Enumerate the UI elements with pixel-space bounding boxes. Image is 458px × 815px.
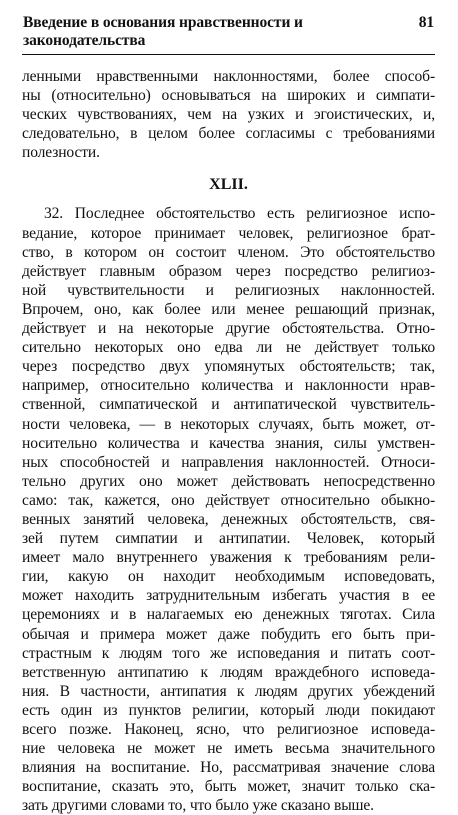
text-line: зей путем симпатии и антипатии. Человек, который bbox=[22, 530, 435, 548]
text-line: всего позже. Наконец, ясно, что религиозное исповеда- bbox=[22, 721, 435, 738]
text-line: ния. В частности, антипатия к людям других убеждений bbox=[22, 682, 435, 700]
text-line: церемониях и в налагаемых ею денежных тяготах. Сила bbox=[22, 606, 435, 624]
text-line: воспитание, сказать это, быть может, значит только ска- bbox=[22, 778, 435, 796]
text-line: может находить затруднительным избегать участия в ее bbox=[22, 587, 435, 605]
text-line: действует главным образом через посредство религиоз- bbox=[22, 262, 435, 280]
page-number: 81 bbox=[418, 14, 434, 31]
text-line: носительно количества и качества знания, силы умствен- bbox=[22, 434, 435, 452]
text-line: Впрочем, оно, как более или менее решающий признак, bbox=[22, 300, 435, 318]
text-line: страстным к людям того же исповедания и питать соот- bbox=[22, 644, 435, 662]
header-title: Введение в основания нравственности и законодательства bbox=[23, 14, 303, 49]
text-line: ние человека не может не иметь весьма значительного bbox=[22, 740, 435, 758]
text-line: следовательно, в целом более согласимы с требованиями bbox=[22, 125, 435, 143]
text-line: само: так, кажется, оно действует относительно обыкно- bbox=[22, 491, 435, 509]
text-line: сительно некоторых оно едва ли не действует только bbox=[22, 339, 435, 357]
text-line: 32. Последнее обстоятельство есть религиозное испо- bbox=[44, 205, 435, 223]
text-line: влияния на воспитание. Но, рассматривая значение слова bbox=[22, 759, 435, 777]
text-line: действует и на некоторые другие обстоятельства. Отно- bbox=[22, 320, 435, 338]
text-line: например, относительно количества и наклонности нрав- bbox=[22, 377, 435, 395]
text-line: ны (относительно) основываться на широких и симпати- bbox=[22, 87, 435, 105]
text-line: зать другими словами то, что было уже сказано выше. bbox=[22, 797, 374, 815]
text-line: ленными нравственными наклонностями, более способ- bbox=[22, 68, 435, 85]
text-line: ведание, которое принимает человек, религиозное брат- bbox=[22, 224, 435, 242]
running-header bbox=[22, 14, 435, 55]
text-line: тельно других оно может действовать непосредственно bbox=[22, 472, 435, 490]
section-title: XLII. bbox=[209, 176, 248, 194]
text-line: полезности. bbox=[22, 144, 100, 162]
text-line: гии, какую он находит необходимым исповедовать, bbox=[22, 568, 435, 586]
text-line: через посредство двух упомянутых обстоятельств; так, bbox=[22, 358, 435, 376]
book-page bbox=[22, 14, 435, 815]
paragraph-32 bbox=[22, 204, 435, 815]
paragraph-continued bbox=[22, 67, 435, 162]
text-line: ной чувствительности и религиозных наклонностей. bbox=[22, 281, 435, 299]
text-line: ство, в котором он состоит членом. Это обстоятельство bbox=[22, 243, 435, 261]
text-line: ственной, симпатической и антипатической чувствитель- bbox=[22, 396, 435, 414]
text-line: ных способностей и направления наклонностей. Относи- bbox=[22, 453, 435, 471]
text-line: ветственную антипатию к людям враждебного исповеда- bbox=[22, 663, 435, 681]
text-line: ности человека, — в некоторых случаях, быть может, от- bbox=[22, 415, 435, 433]
text-line: есть один из пунктов религии, который люди покидают bbox=[22, 701, 435, 719]
text-line: венных занятий человека, денежных обстоятельств, свя- bbox=[22, 510, 435, 528]
text-line: имеет мало внутреннего уважения к требованиям рели- bbox=[22, 549, 435, 567]
text-line: обычая и примера может даже побудить его быть при- bbox=[22, 625, 435, 643]
text-line: ческих чувствованиях, чем на узких и эгоистических, и, bbox=[22, 106, 435, 124]
